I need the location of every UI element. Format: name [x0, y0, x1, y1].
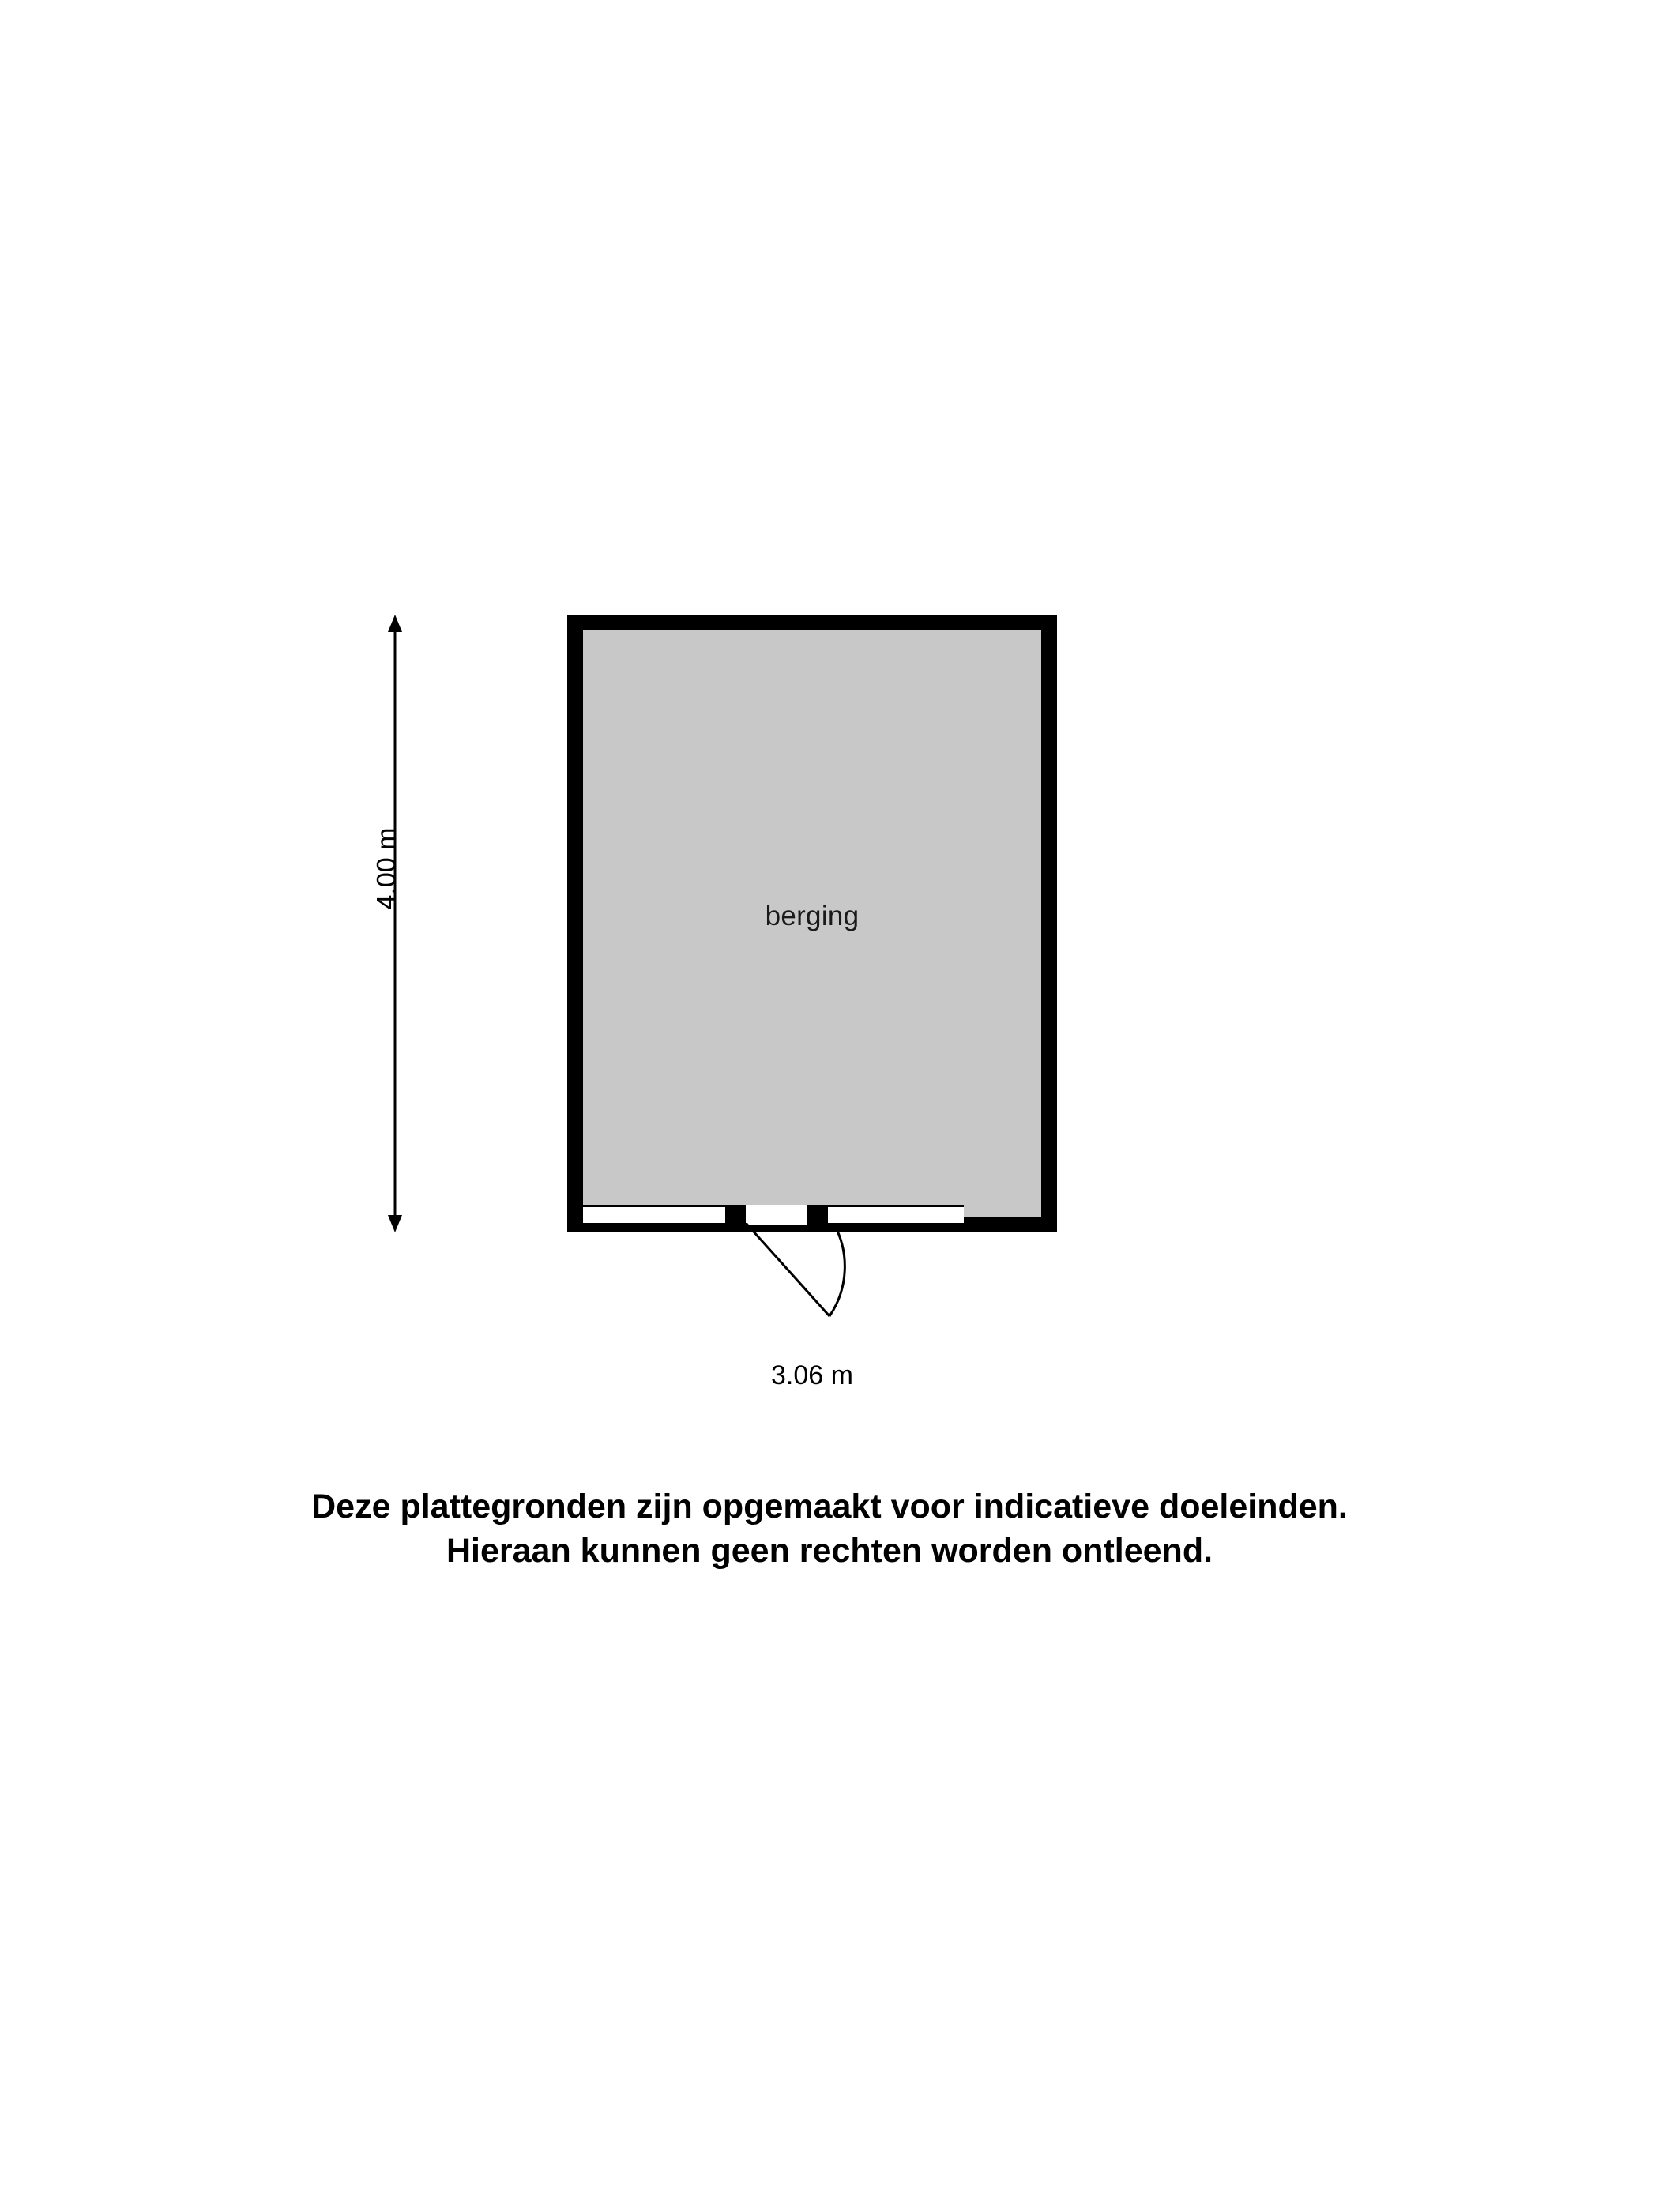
- dimension-line-vertical: [332, 615, 458, 1232]
- disclaimer-text: [0, 1485, 1659, 1574]
- dimension-label-width: 3.06 m: [567, 1360, 1057, 1391]
- door-swing-icon: [743, 1223, 869, 1326]
- window-pane-left: [583, 1205, 725, 1225]
- room-berging: [567, 615, 1057, 1232]
- disclaimer-line-1: Deze plattegronden zijn opgemaakt voor indicatieve doeleinden.: [311, 1488, 1348, 1525]
- dimension-label-height: 4.00 m: [371, 827, 402, 910]
- disclaimer-line-2: Hieraan kunnen geen rechten worden ontleend.: [446, 1531, 1213, 1570]
- room-label-berging: berging: [765, 901, 860, 931]
